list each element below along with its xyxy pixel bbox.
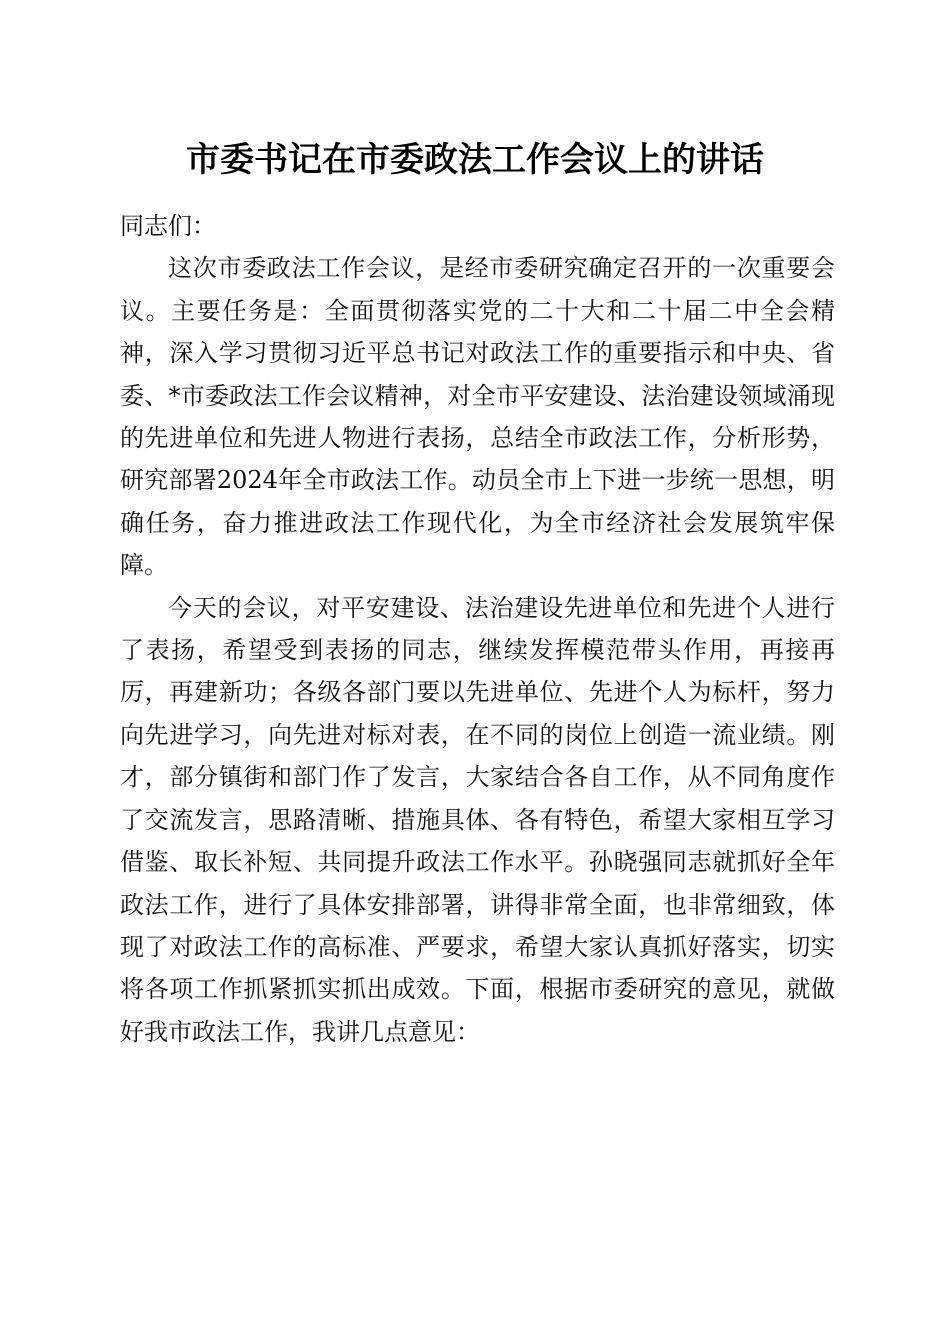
salutation: 同志们：	[120, 212, 216, 240]
paragraph-2: 今天的会议，对平安建设、法治建设先进单位和先进个人进行了表扬，希望受到表扬的同志，继续发挥模范带头作用，再接再厉，再建新功；各级各部门要以先进单位、先进个人为标杆，努力向先进学习，向先进对标对表，在不同的岗位上创造一流业绩。刚才，部分镇街和部门作了发言，大家结合各自工作，从不同角度作了交流发言，思路清晰、措施具体、各有特色，希望大家相互学习借鉴、取长补短、共同提升政法工作水平。孙晓强同志就抓好全年政法工作，进行了具体安排部署，讲得非常全面，也非常细致，体现了对政法工作的高标准、严要求，希望大家认真抓好落实，切实将各项工作抓紧抓实抓出成效。下面，根据市委研究的意见，就做好我市政法工作，我讲几点意见：	[120, 593, 835, 1046]
document-body	[120, 205, 835, 1053]
document-title: 市委书记在市委政法工作会议上的讲话	[186, 140, 764, 180]
paragraph-1: 这次市委政法工作会议，是经市委研究确定召开的一次重要会议。主要任务是：全面贯彻落实党的二十大和二十届二中全会精神，深入学习贯彻习近平总书记对政法工作的重要指示和中央、省委、*市委政法工作会议精神，对全市平安建设、法治建设领域涌现的先进单位和先进人物进行表扬，总结全市政法工作，分析形势，研究部署2024年全市政法工作。动员全市上下进一步统一思想，明确任务，奋力推进政法工作现代化，为全市经济社会发展筑牢保障。	[120, 254, 835, 580]
